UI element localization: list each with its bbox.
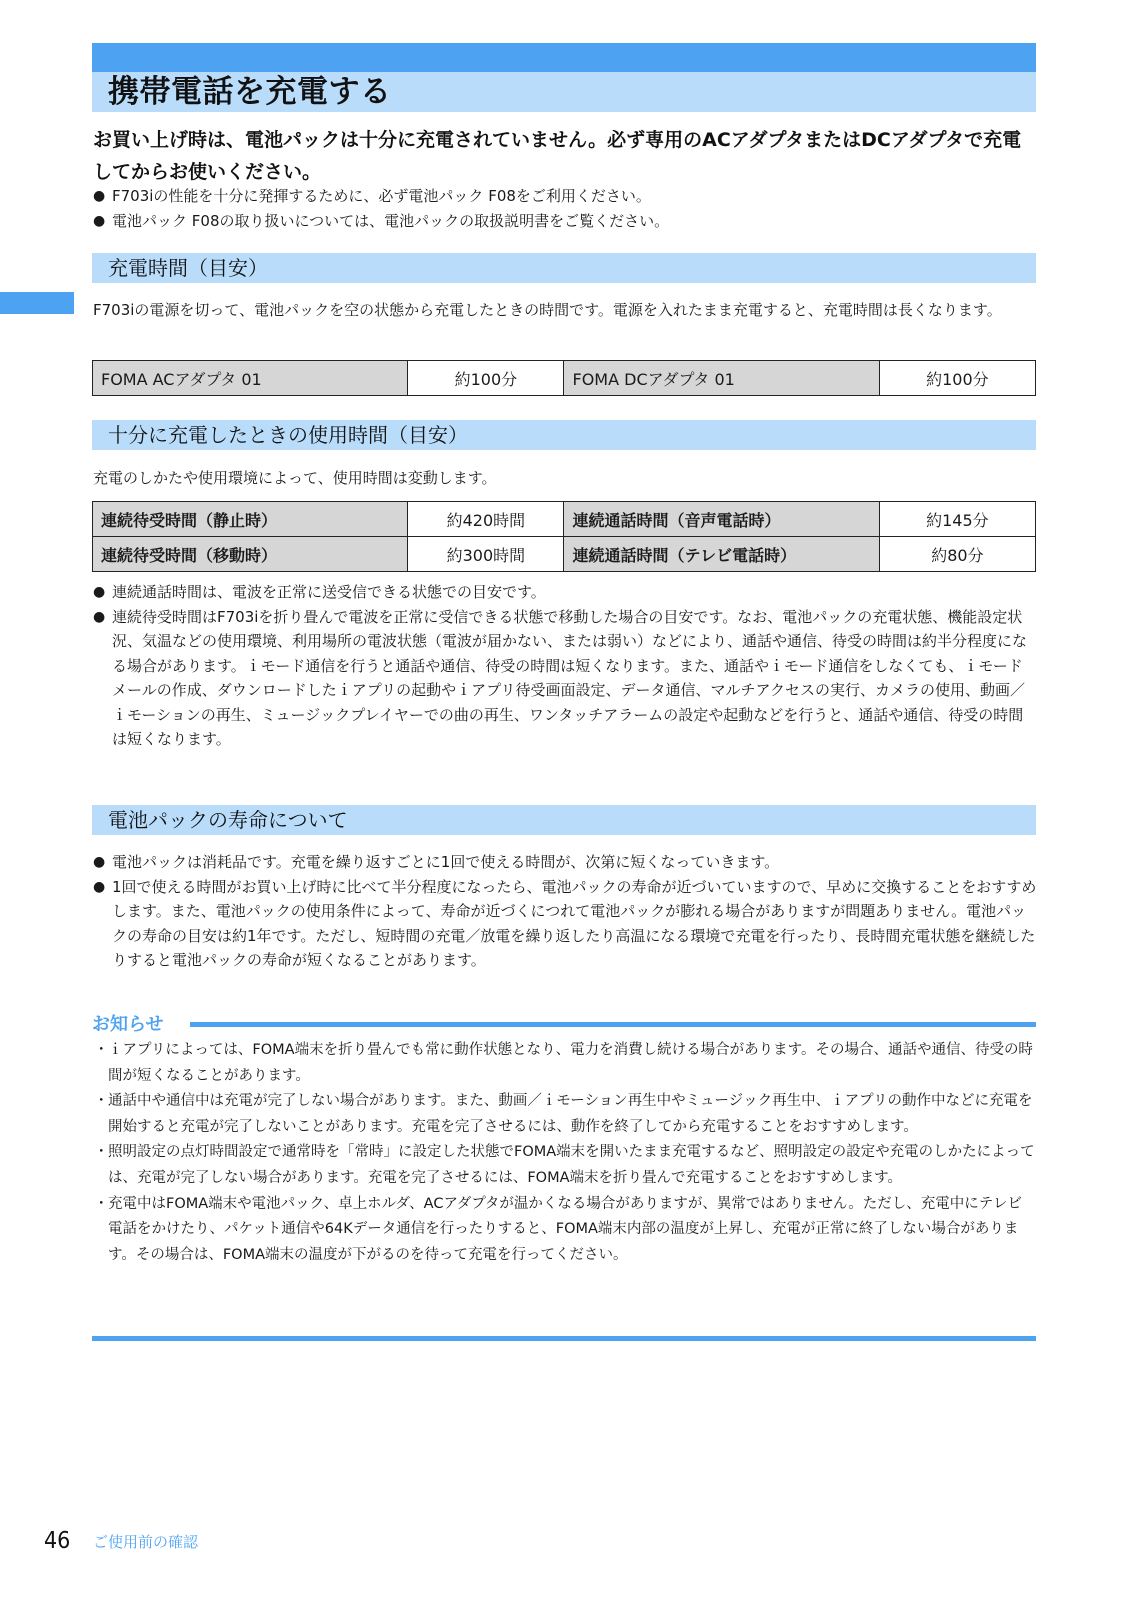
notice-heading: お知らせ: [92, 1014, 164, 1035]
small-bullet-icon: ・: [94, 1144, 109, 1161]
bullet-icon: ●: [93, 212, 106, 229]
table-cell: 連続待受時間（移動時）: [93, 537, 408, 572]
list-item: ・ 照明設定の点灯時間設定で通常時を「常時」に設定した状態でFOMA端末を開いたまま充電するなど、照明設定の設定や充電のしかたによっては、充電が完了しない場合があります。充電を完了させるには、FOMA端末を折り畳んで充電することをおすすめします。: [92, 1140, 1036, 1191]
small-bullet-icon: ・: [94, 1042, 109, 1058]
bullet-icon: ●: [93, 584, 106, 600]
bullet-icon: ●: [93, 878, 106, 895]
lead-text: お買い上げ時は、電池パックは十分に充電されていません。必ず専用のACアダプタまたはDCアダプタで充電してからお使いください。: [93, 129, 1022, 183]
notice-list: [92, 1038, 1036, 1268]
chapter-link[interactable]: ご使用前の確認: [93, 1533, 199, 1551]
charge-time-table: [92, 360, 1036, 396]
table-cell: 約145分: [879, 502, 1035, 537]
table-cell: 約300時間: [408, 537, 564, 572]
table-cell: 約420時間: [408, 502, 564, 537]
page-title: 携帯電話を充電する: [108, 74, 392, 110]
notice-rule: [190, 1022, 1036, 1027]
list-item: ● 1回で使える時間がお買い上げ時に比べて半分程度になったら、電池パックの寿命が近づいていますので、早めに交換することをおすすめします。また、電池パックの使用条件によって、寿命が近づくにつれて電池パックが膨れる場合がありますが問題ありません。電池パックの寿命の目安は約1年です。ただし、短時間の充電／放電を繰り返したり高温になる環境で充電を行ったり、長時間充電状態を継続したりすると電池パックの寿命が短くなることがあります。: [93, 875, 1037, 973]
intro-bullet-list: [93, 184, 1037, 233]
list-item: ● F703iの性能を十分に発揮するために、必ず電池パック F08をご利用ください。: [93, 184, 1037, 209]
table-cell: 連続通話時間（音声電話時）: [564, 502, 879, 537]
bullet-icon: ●: [93, 608, 106, 625]
table-cell: 連続待受時間（静止時）: [93, 502, 408, 537]
title-accent-bar: [92, 43, 1036, 72]
list-item: ・ 充電中はFOMA端末や電池パック、卓上ホルダ、ACアダプタが温かくなる場合がありますが、異常ではありません。ただし、充電中にテレビ電話をかけたり、パケット通信や64Kデータ通信を行ったりすると、FOMA端末内部の温度が上昇し、充電が正常に終了しない場合があります。その場合は、FOMA端末の温度が下がるのを待って充電を行ってください。: [92, 1192, 1036, 1269]
list-item: ・ 通話中や通信中は充電が完了しない場合があります。また、動画／ｉモーション再生中やミュージック再生中、ｉアプリの動作中などに充電を開始すると充電が完了しないことがあります。充電を完了させるには、動作を終了してから充電することをおすすめします。: [92, 1089, 1036, 1140]
table-row: [93, 502, 1036, 537]
bullet-icon: ●: [93, 188, 106, 204]
charge-time-description: F703iの電源を切って、電池パックを空の状態から充電したときの時間です。電源を入れたまま充電すると、充電時間は長くなります。: [93, 301, 1002, 319]
table-cell: 約100分: [879, 361, 1035, 396]
table-row: [93, 361, 1036, 396]
table-cell: 約100分: [408, 361, 564, 396]
small-bullet-icon: ・: [94, 1195, 109, 1212]
list-item: ● 連続通話時間は、電波を正常に送受信できる状態での目安です。: [93, 580, 1037, 605]
usage-time-table: [92, 501, 1036, 572]
list-item: ● 連続待受時間はF703iを折り畳んで電波を正常に受信できる状態で移動した場合の目安です。なお、電池パックの充電状態、機能設定状況、気温などの使用環境、利用場所の電波状態（電波が届かない、または弱い）などにより、通話や通信、待受の時間は約半分程度になる場合があります。ｉモード通信を行うと通話や通信、待受の時間は短くなります。また、通話やｉモード通信をしなくても、ｉモードメールの作成、ダウンロードしたｉアプリの起動やｉアプリ待受画面設定、データ通信、マルチアクセスの実行、カメラの使用、動画／ｉモーションの再生、ミュージックプレイヤーでの曲の再生、ワンタッチアラームの設定や起動などを行うと、通話や通信、待受の時間は短くなります。: [93, 605, 1037, 752]
section-heading-charge-time: 充電時間（目安）: [108, 256, 268, 280]
table-cell: 連続通話時間（テレビ電話時）: [564, 537, 879, 572]
notice-bottom-rule: [92, 1336, 1036, 1341]
chapter-side-tab: [0, 292, 74, 314]
page-number: 46: [44, 1528, 71, 1554]
section-heading-battery-life: 電池パックの寿命について: [108, 808, 348, 832]
small-bullet-icon: ・: [94, 1093, 109, 1110]
battery-life-bullet-list: [93, 850, 1037, 973]
table-cell: FOMA ACアダプタ 01: [93, 361, 408, 396]
list-item: ● 電池パックは消耗品です。充電を繰り返すごとに1回で使える時間が、次第に短くなっていきます。: [93, 850, 1037, 875]
table-row: [93, 537, 1036, 572]
table-cell: FOMA DCアダプタ 01: [564, 361, 879, 396]
section-heading-usage-time: 十分に充電したときの使用時間（目安）: [108, 423, 468, 447]
bullet-icon: ●: [93, 854, 106, 870]
table-cell: 約80分: [879, 537, 1035, 572]
usage-time-description: 充電のしかたや使用環境によって、使用時間は変動します。: [93, 469, 497, 487]
usage-bullet-list: [93, 580, 1037, 752]
list-item: ● 電池パック F08の取り扱いについては、電池パックの取扱説明書をご覧ください。: [93, 209, 1037, 234]
list-item: ・ ｉアプリによっては、FOMA端末を折り畳んでも常に動作状態となり、電力を消費し続ける場合があります。その場合、通話や通信、待受の時間が短くなることがあります。: [92, 1038, 1036, 1089]
